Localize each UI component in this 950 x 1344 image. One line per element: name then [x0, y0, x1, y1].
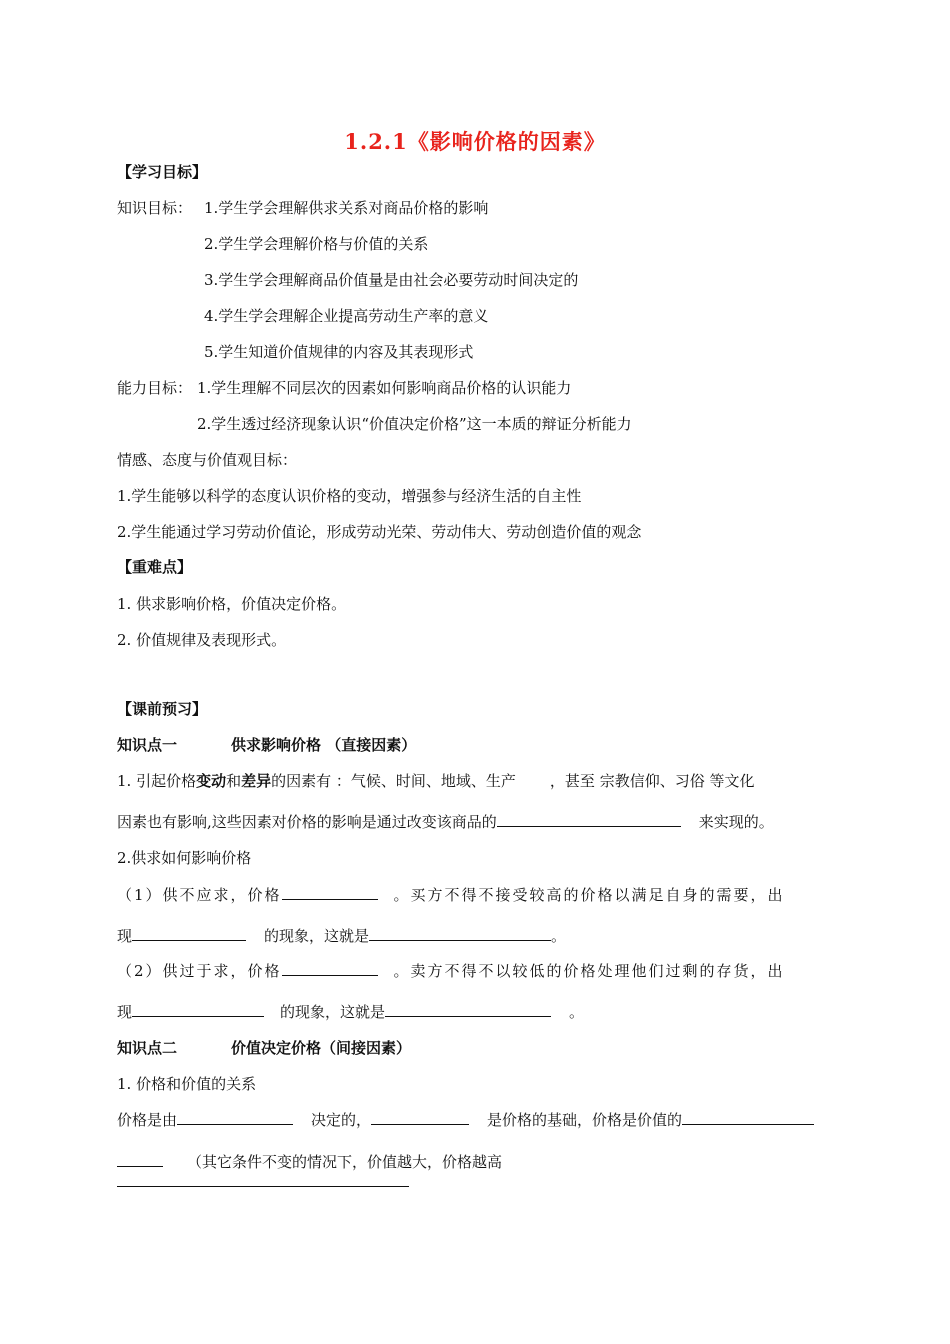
s1-text: 的现象，这就是 [264, 927, 370, 945]
question-2: 2.供求如何影响价格 [117, 849, 252, 867]
question-1-line-1 [117, 771, 754, 791]
knowledge-goal-item: 5.学生知道价值规律的内容及其表现形式 [204, 343, 474, 361]
knowledge-goals-label: 知识目标： [117, 199, 193, 217]
q3-text: （其它条件不变的情况下，价值越大，价格越高 [187, 1153, 503, 1171]
fill-blank[interactable] [177, 1110, 293, 1125]
knowledge-point-1-title: 供求影响价格 （直接因素） [231, 736, 417, 754]
q1-text: 来实现的。 [698, 813, 774, 831]
q1-text: 1. 引起价格 [117, 772, 197, 790]
knowledge-point-1-label: 知识点一 [117, 736, 178, 754]
supply-less-line-1 [117, 885, 785, 905]
s2-text: 的现象，这就是 [280, 1003, 386, 1021]
fill-blank[interactable] [132, 1002, 264, 1017]
s2-text: 现 [117, 1003, 133, 1021]
question-1-line-2 [117, 812, 774, 832]
q1-text: 因素也有影响,这些因素对价格的影响是通过改变该商品的 [117, 813, 497, 831]
emotion-goals-label: 情感、态度与价值观目标： [117, 451, 298, 469]
fill-blank[interactable] [282, 885, 378, 900]
s2-text: 。卖方不得不以较低的价格处理他们过剩的存货，出 [393, 962, 785, 980]
s2-text: （2）供过于求，价格 [117, 962, 282, 980]
ability-goal-item: 1.学生理解不同层次的因素如何影响商品价格的认识能力 [197, 379, 572, 397]
q3-text: 价格是由 [117, 1111, 178, 1129]
q3-text: 决定的， [311, 1111, 372, 1129]
goals-heading: 【学习目标】 [117, 163, 208, 181]
key-point-item: 2. 价值规律及表现形式。 [117, 631, 287, 649]
knowledge-point-2-title: 价值决定价格（间接因素） [231, 1039, 412, 1057]
emotion-goal-item: 1.学生能够以科学的态度认识价格的变动，增强参与经济生活的自主性 [117, 487, 582, 505]
q1-text: ，甚至 宗教信仰、习俗 等文化 [549, 772, 755, 790]
fill-blank[interactable] [117, 1172, 409, 1187]
fill-blank[interactable] [369, 926, 551, 941]
q1-emphasis-difference: 差异 [241, 772, 272, 790]
fill-blank[interactable] [682, 1110, 814, 1125]
price-value-line-2 [117, 1152, 502, 1172]
fill-blank[interactable] [117, 1152, 163, 1167]
supply-more-line-2 [117, 1002, 584, 1022]
ability-goals-label: 能力目标： [117, 379, 193, 397]
s1-text: 现 [117, 927, 133, 945]
q1-emphasis-change: 变动 [196, 772, 227, 790]
price-value-line-1 [117, 1110, 814, 1130]
q1-text: 和 [226, 772, 242, 790]
price-value-line-3 [117, 1172, 409, 1192]
fill-blank[interactable] [282, 961, 378, 976]
knowledge-goal-item: 4.学生学会理解企业提高劳动生产率的意义 [204, 307, 489, 325]
knowledge-goal-item: 2.学生学会理解价格与价值的关系 [204, 235, 429, 253]
s2-text: 。 [569, 1003, 585, 1021]
supply-less-line-2 [117, 926, 566, 946]
ability-goal-item: 2.学生透过经济现象认识“价值决定价格”这一本质的辩证分析能力 [197, 415, 632, 433]
s1-text: 。 [551, 927, 567, 945]
knowledge-goal-item: 3.学生学会理解商品价值量是由社会必要劳动时间决定的 [204, 271, 579, 289]
emotion-goal-item: 2.学生能通过学习劳动价值论，形成劳动光荣、劳动伟大、劳动创造价值的观念 [117, 523, 642, 541]
q3-text: 是价格的基础，价格是价值的 [487, 1111, 683, 1129]
document-title: 1.2.1《影响价格的因素》 [344, 129, 606, 154]
knowledge-goal-item: 1.学生学会理解供求关系对商品价格的影响 [204, 199, 489, 217]
fill-blank[interactable] [385, 1002, 551, 1017]
s1-text: （1）供不应求，价格 [117, 886, 282, 904]
supply-more-line-1 [117, 961, 785, 981]
knowledge-point-2-label: 知识点二 [117, 1039, 178, 1057]
key-points-heading: 【重难点】 [117, 558, 193, 576]
fill-blank[interactable] [371, 1110, 469, 1125]
s1-text: 。买方不得不接受较高的价格以满足自身的需要，出 [393, 886, 785, 904]
preview-heading: 【课前预习】 [117, 700, 208, 718]
fill-blank[interactable] [132, 926, 246, 941]
fill-blank[interactable] [497, 812, 681, 827]
q1-text: 的因素有 ：气候、时间、地域、生产 [271, 772, 516, 790]
key-point-item: 1. 供求影响价格，价值决定价格。 [117, 595, 347, 613]
question-3: 1. 价格和价值的关系 [117, 1075, 257, 1093]
